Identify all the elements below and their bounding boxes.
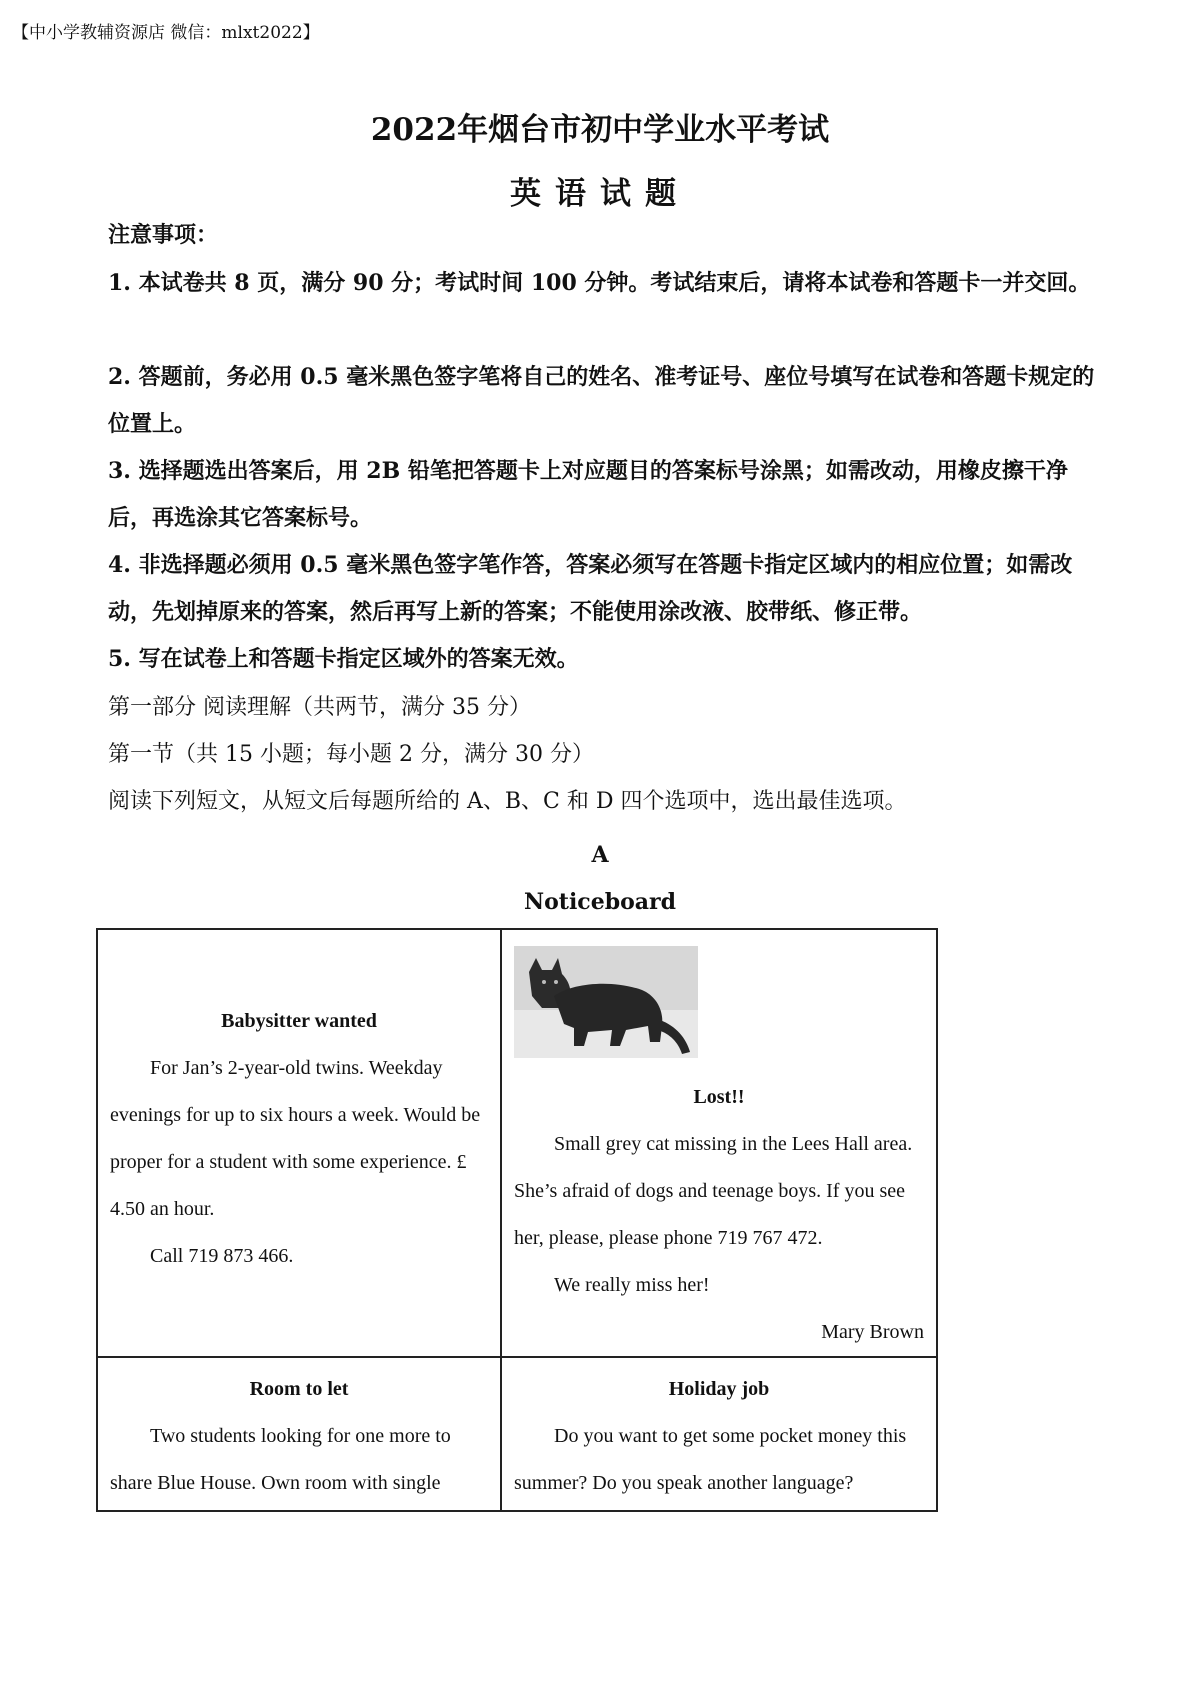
reading-instruction: 阅读下列短文，从短文后每题所给的 A、B、C 和 D 四个选项中，选出最佳选项。 <box>108 789 907 814</box>
holiday-title: Holiday job <box>668 1378 770 1400</box>
lost-title: Lost!! <box>693 1086 745 1108</box>
exam-title: 2022年烟台市初中学业水平考试 <box>370 112 830 148</box>
babysitter-title: Babysitter wanted <box>221 1010 377 1032</box>
noticeboard-title: Noticeboard <box>524 889 676 915</box>
lost-text: Small grey cat missing in the Lees Hall area. She’s afraid of dogs and teenage boys. If you see her, please, please phone 719 767 472. <box>514 1133 913 1249</box>
room-title: Room to let <box>249 1378 349 1400</box>
holiday-notice <box>502 1358 936 1510</box>
room-text: Two students looking for one more to share Blue House. Own room with single <box>110 1425 451 1494</box>
passage-label: A <box>591 842 609 868</box>
notice-item-3: 3. 选择题选出答案后，用 2B 铅笔把答题卡上对应题目的答案标号涂黑；如需改动，用橡皮擦干净后，再选涂其它答案标号。 <box>108 458 1068 531</box>
notice-heading: 注意事项： <box>108 222 219 248</box>
section-one-heading: 第一节（共 15 小题；每小题 2 分，满分 30 分） <box>108 742 594 767</box>
cat-photo <box>514 946 698 1058</box>
notice-item-5: 5. 写在试卷上和答题卡指定区域外的答案无效。 <box>108 646 579 672</box>
babysitter-call: Call 719 873 466. <box>150 1245 294 1267</box>
cat-photo-icon <box>514 946 698 1058</box>
exam-subject: 英语试题 <box>510 176 690 212</box>
lost-cat-notice <box>502 930 936 1358</box>
notice-item-2: 2. 答题前，务必用 0.5 毫米黑色签字笔将自己的姓名、准考证号、座位号填写在试卷和答题卡规定的位置上。 <box>108 364 1095 437</box>
lost-miss: We really miss her! <box>554 1274 710 1296</box>
header-note: 【中小学教辅资源店 微信：mlxt2022】 <box>12 23 320 43</box>
noticeboard-table <box>96 928 938 1512</box>
babysitter-notice <box>98 930 502 1358</box>
part-one-heading: 第一部分 阅读理解（共两节，满分 35 分） <box>108 695 531 720</box>
room-notice <box>98 1358 502 1510</box>
lost-signature: Mary Brown <box>821 1321 924 1343</box>
holiday-text: Do you want to get some pocket money this summer? Do you speak another language? <box>514 1425 907 1494</box>
babysitter-text: For Jan’s 2-year-old twins. Weekday evenings for up to six hours a week. Would be proper for a student with some experience. £ 4.50 an hour. <box>110 1057 481 1220</box>
notice-item-4: 4. 非选择题必须用 0.5 毫米黑色签字笔作答，答案必须写在答题卡指定区域内的相应位置；如需改动，先划掉原来的答案，然后再写上新的答案；不能使用涂改液、胶带纸、修正带。 <box>108 552 1073 625</box>
notice-item-1: 1. 本试卷共 8 页，满分 90 分；考试时间 100 分钟。考试结束后，请将本试卷和答题卡一并交回。 <box>108 270 1091 296</box>
